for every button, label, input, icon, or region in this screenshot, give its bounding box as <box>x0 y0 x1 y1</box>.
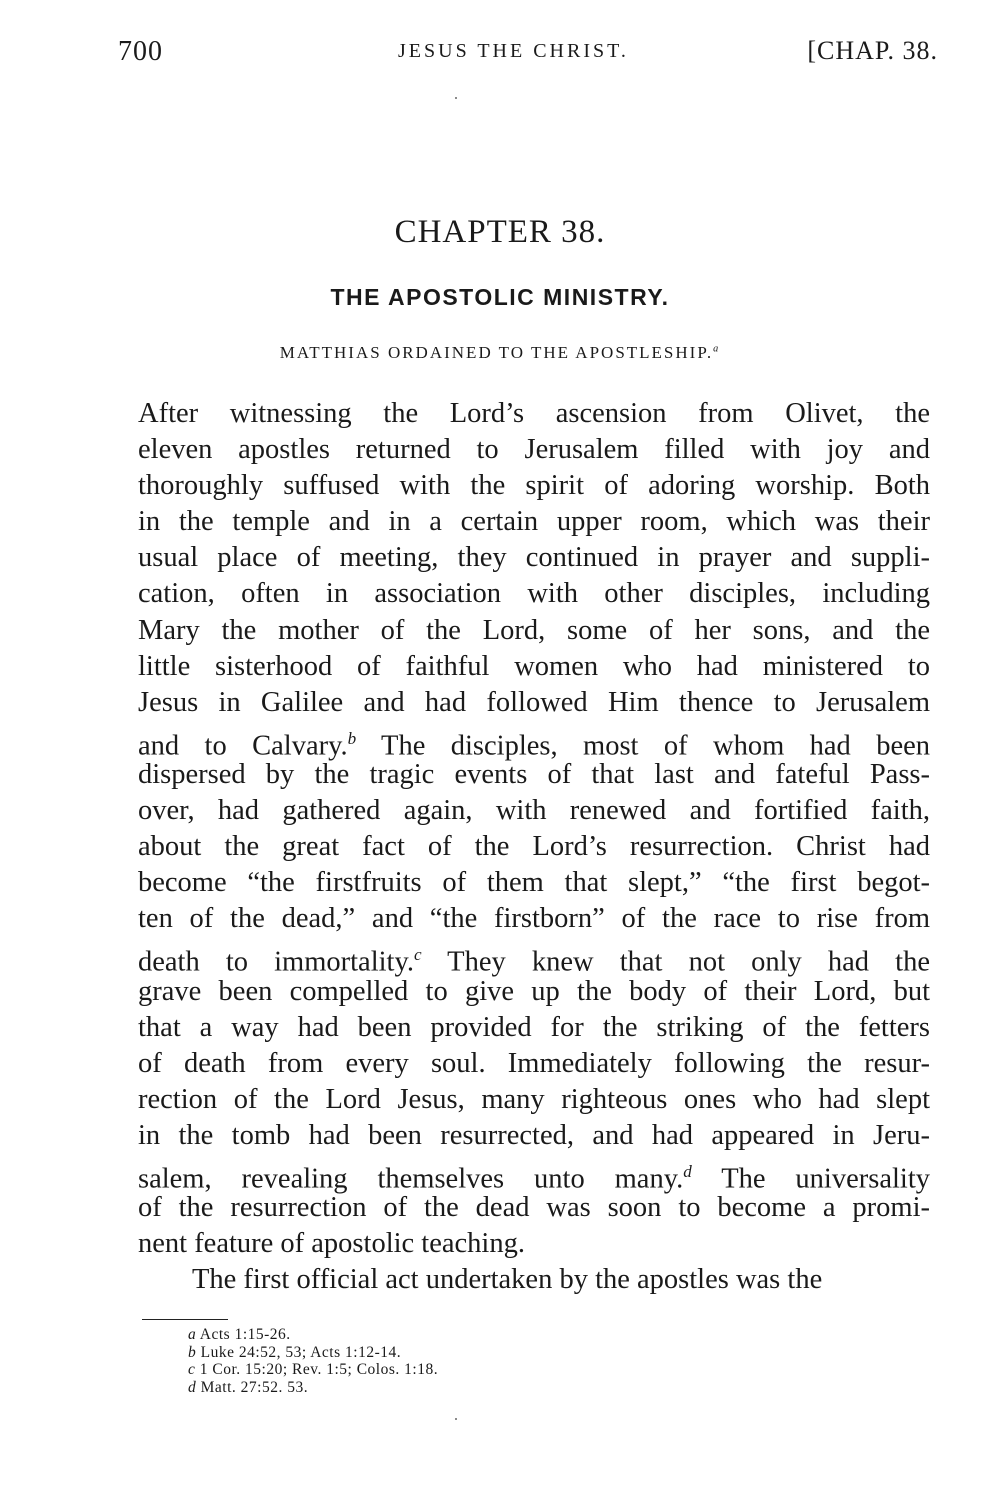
footnote <box>188 1379 438 1397</box>
footnote-letter: c <box>188 1361 196 1378</box>
text-line-content: over, had gathered again, with renewed and fortified faith, <box>138 795 930 827</box>
text-line-continuation: The disciples, most of whom had been <box>356 730 931 762</box>
text-line-content: little sisterhood of faithful women who had ministered to <box>138 650 930 682</box>
text-line-content: Jesus in Galilee and had followed Him thence to Jerusalem <box>138 686 930 718</box>
text-line <box>138 865 930 901</box>
section-heading-text: MATTHIAS ORDAINED TO THE APOSTLESHIP. <box>279 343 714 362</box>
text-line <box>138 757 930 793</box>
text-line <box>138 468 930 504</box>
footnotes <box>188 1326 438 1396</box>
footnote-divider <box>142 1319 228 1320</box>
footnote-text: Matt. 27:52. 53. <box>200 1378 309 1396</box>
text-line-content: and to Calvary. <box>138 730 348 762</box>
text-line-content: about the great fact of the Lord’s resurrection. Christ had <box>138 831 930 863</box>
text-line <box>138 685 930 721</box>
text-line-content: Mary the mother of the Lord, some of her sons, and the <box>138 614 930 646</box>
text-line-continuation: They knew that not only had the <box>421 946 930 978</box>
text-line <box>138 432 930 468</box>
footnote-letter: d <box>188 1378 197 1396</box>
footnote-mark: c <box>413 945 422 965</box>
text-line-content: in the tomb had been resurrected, and had appeared in Jeru- <box>138 1119 930 1151</box>
footnote-text: Luke 24:52, 53; Acts 1:12-14. <box>200 1343 402 1361</box>
text-line <box>138 576 930 612</box>
text-line-content: nent feature of apostolic teaching. <box>138 1228 525 1260</box>
text-line-content: usual place of meeting, they continued in prayer and suppli- <box>138 542 930 574</box>
footnote <box>188 1326 438 1344</box>
text-line <box>138 793 930 829</box>
chapter-title: THE APOSTOLIC MINISTRY. <box>330 284 670 310</box>
text-line <box>138 613 930 649</box>
footnote-letter: b <box>188 1343 197 1361</box>
text-line-content: cation, often in association with other disciples, including <box>138 578 930 610</box>
text-line <box>138 1118 930 1154</box>
text-line <box>138 649 930 685</box>
text-line-content: of death from every soul. Immediately following the resur- <box>138 1047 930 1079</box>
text-line <box>138 937 930 978</box>
print-speck <box>455 1418 457 1420</box>
text-line <box>138 396 930 432</box>
footnote-text: Acts 1:15-26. <box>199 1326 291 1343</box>
text-line-content: of the resurrection of the dead was soon to become a promi- <box>138 1192 930 1224</box>
footnote-text: 1 Cor. 15:20; Rev. 1:5; Colos. 1:18. <box>199 1361 439 1378</box>
footnote-mark: b <box>347 728 357 748</box>
chapter-number: CHAPTER 38. <box>394 214 606 250</box>
text-line-content: rection of the Lord Jesus, many righteous ones who had slept <box>138 1083 930 1115</box>
page-number: 700 <box>118 36 163 67</box>
print-speck <box>455 97 457 99</box>
text-line <box>138 901 930 937</box>
text-line <box>138 721 931 762</box>
text-line-content: salem, revealing themselves unto many. <box>138 1163 684 1195</box>
text-line <box>138 540 930 576</box>
text-line-content: become “the firstfruits of them that slept,” “the first begot- <box>138 867 930 899</box>
text-line <box>138 1082 930 1118</box>
text-line <box>138 974 930 1010</box>
book-title: JESUS THE CHRIST. <box>398 40 629 62</box>
running-head <box>118 36 938 72</box>
text-line <box>138 504 930 540</box>
text-line <box>138 1010 930 1046</box>
text-line-content: that a way had been provided for the striking of the fetters <box>138 1011 930 1043</box>
chapter-reference: [CHAP. 38. <box>807 36 938 65</box>
text-line-content: thoroughly suffused with the spirit of adoring worship. Both <box>138 470 930 502</box>
text-line-content: ten of the dead,” and “the firstborn” of the race to rise from <box>138 903 930 935</box>
text-line <box>138 1046 930 1082</box>
footnote-letter: a <box>188 1326 197 1343</box>
text-line-content: The first official act undertaken by the apostles was the <box>192 1264 823 1296</box>
text-line-content: dispersed by the tragic events of that last and fateful Pass- <box>138 758 930 790</box>
footnote <box>188 1344 438 1362</box>
text-line <box>138 1190 930 1226</box>
text-line <box>138 1154 930 1195</box>
section-footnote-mark: a <box>713 343 721 355</box>
text-line-content: eleven apostles returned to Jerusalem filled with joy and <box>138 434 930 466</box>
text-line <box>138 1226 930 1262</box>
text-line <box>138 829 930 865</box>
text-line <box>138 1262 930 1298</box>
text-line-continuation: The universality <box>691 1163 930 1195</box>
section-heading <box>0 343 1000 363</box>
text-line-content: in the temple and in a certain upper room, which was their <box>138 506 930 538</box>
footnote-mark: d <box>683 1161 692 1181</box>
footnote <box>188 1361 438 1379</box>
text-line-content: After witnessing the Lord’s ascension from Olivet, the <box>138 398 930 429</box>
text-line-content: death to immortality. <box>138 946 414 978</box>
body-text <box>138 396 930 1298</box>
text-line-content: grave been compelled to give up the body of their Lord, but <box>138 975 930 1007</box>
